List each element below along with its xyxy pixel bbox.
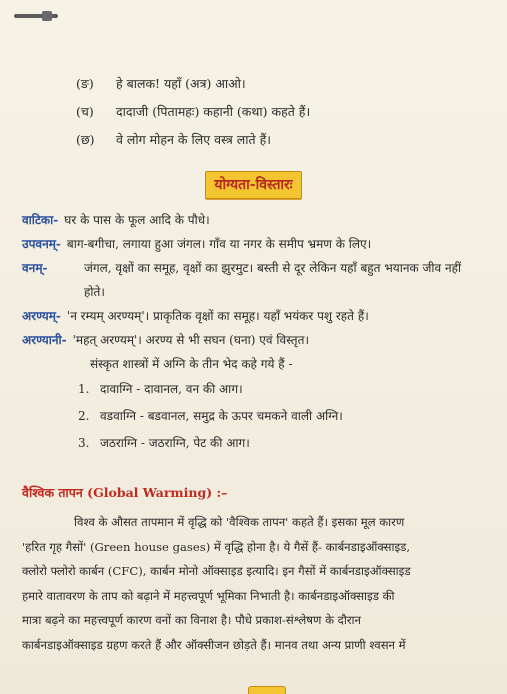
definition-row (22, 328, 494, 352)
definition-text: जंगल, वृक्षों का समूह, वृक्षों का झुरमुट। बस्ती से दूर लेकिन यहाँ बहुत भयानक जीव नहीं होते। (84, 261, 462, 299)
page-number-tab (248, 686, 286, 694)
definition-text: 'न रम्यम् अरण्यम्'। प्राकृतिक वृक्षों का समूह। यहाँ भयंकर पशु रहते हैं। (66, 309, 369, 323)
corner-mark (14, 14, 58, 18)
list-item-text: दादाजी (पितामहः) कहानी (कथा) कहते हैं। (116, 104, 311, 119)
section-heading: वैश्विक तापन (Global Warming) :– (22, 485, 228, 500)
definition-row (22, 232, 494, 256)
list-item-text: वडवाग्नि - बडवानल, समुद्र के ऊपर चमकने वाली अग्नि। (100, 409, 343, 423)
list-item (76, 98, 486, 126)
list-item (78, 403, 494, 430)
list-item (78, 430, 494, 457)
agni-intro: संस्कृत शास्त्रों में अग्नि के तीन भेद कहे गये हैं - (90, 357, 293, 371)
list-item-text: हे बालक! यहाँ (अत्र) आओ। (116, 76, 246, 91)
list-item-number: (ङ) (76, 76, 94, 91)
section-banner-wrap (0, 171, 507, 199)
definition-text: बाग-बगीचा, लगाया हुआ जंगल। गाँव या नगर के समीप भ्रमण के लिए। (66, 237, 372, 251)
paragraph-line: विश्व के औसत तापमान में वृद्धि को 'वैश्विक तापन' कहते हैं। इसका मूल कारण (74, 515, 405, 529)
list-item-number: (छ) (76, 132, 95, 147)
definition-term: अरण्यम्- (22, 309, 61, 323)
paragraph-line: हमारे वातावरण के ताप को बढ़ाने में महत्त्वपूर्ण भूमिका निभाती है। कार्बनडाइऑक्साइड की (22, 588, 395, 603)
paragraph-line: 'हरित गृह गैसों' (Green house gases) में वृद्धि होना है। ये गैसें हैं- कार्बनडाइऑक्साइड, (22, 539, 411, 554)
definition-text: 'महत् अरण्यम्'। अरण्य से भी सघन (घना) एवं विस्तृत। (72, 333, 310, 347)
list-item-text: जठराग्नि - जठराग्नि, पेट की आग। (100, 436, 250, 450)
definition-term: उपवनम्- (22, 237, 61, 251)
definition-term: अरण्यानी- (22, 333, 67, 347)
definition-term: वाटिका- (22, 213, 59, 227)
list-item-text: दावाग्नि - दावानल, वन की आग। (100, 382, 243, 396)
list-item-number: 3. (78, 436, 90, 450)
definition-term: वनम्- (22, 261, 48, 275)
section-banner: योग्यता-विस्तारः (205, 171, 301, 199)
list-item-number: 1. (78, 382, 90, 396)
list-item-text: वे लोग मोहन के लिए वस्त्र लाते हैं। (116, 132, 271, 147)
definition-row (22, 304, 494, 328)
agni-types-list (78, 376, 494, 457)
list-item-number: (च) (76, 104, 94, 119)
list-item-number: 2. (78, 409, 90, 423)
paragraph-line: क्लोरो फ्लोरो कार्बन (CFC), कार्बन मोनो ऑक्साइड इत्यादि। इन गैसों में कार्बनडाइऑक्साइड (22, 564, 411, 578)
paragraph-line: कार्बनडाइऑक्साइड ग्रहण करते हैं और ऑक्सीजन छोड़ते हैं। मानव तथा अन्य प्राणी श्वसन में (22, 637, 406, 652)
definition-row (22, 256, 494, 304)
list-item (76, 70, 486, 98)
definitions (22, 208, 494, 457)
definition-text: घर के पास के फूल आदि के पौधे। (64, 213, 210, 227)
translation-list (76, 70, 486, 154)
paragraph-line: मात्रा बढ़ने का महत्त्वपूर्ण कारण वनों का विनाश है। पौधे प्रकाश-संश्लेषण के दौरान (22, 613, 361, 627)
paragraph (22, 510, 492, 657)
definition-row (22, 208, 494, 232)
list-item (78, 376, 494, 403)
list-item (76, 126, 486, 154)
